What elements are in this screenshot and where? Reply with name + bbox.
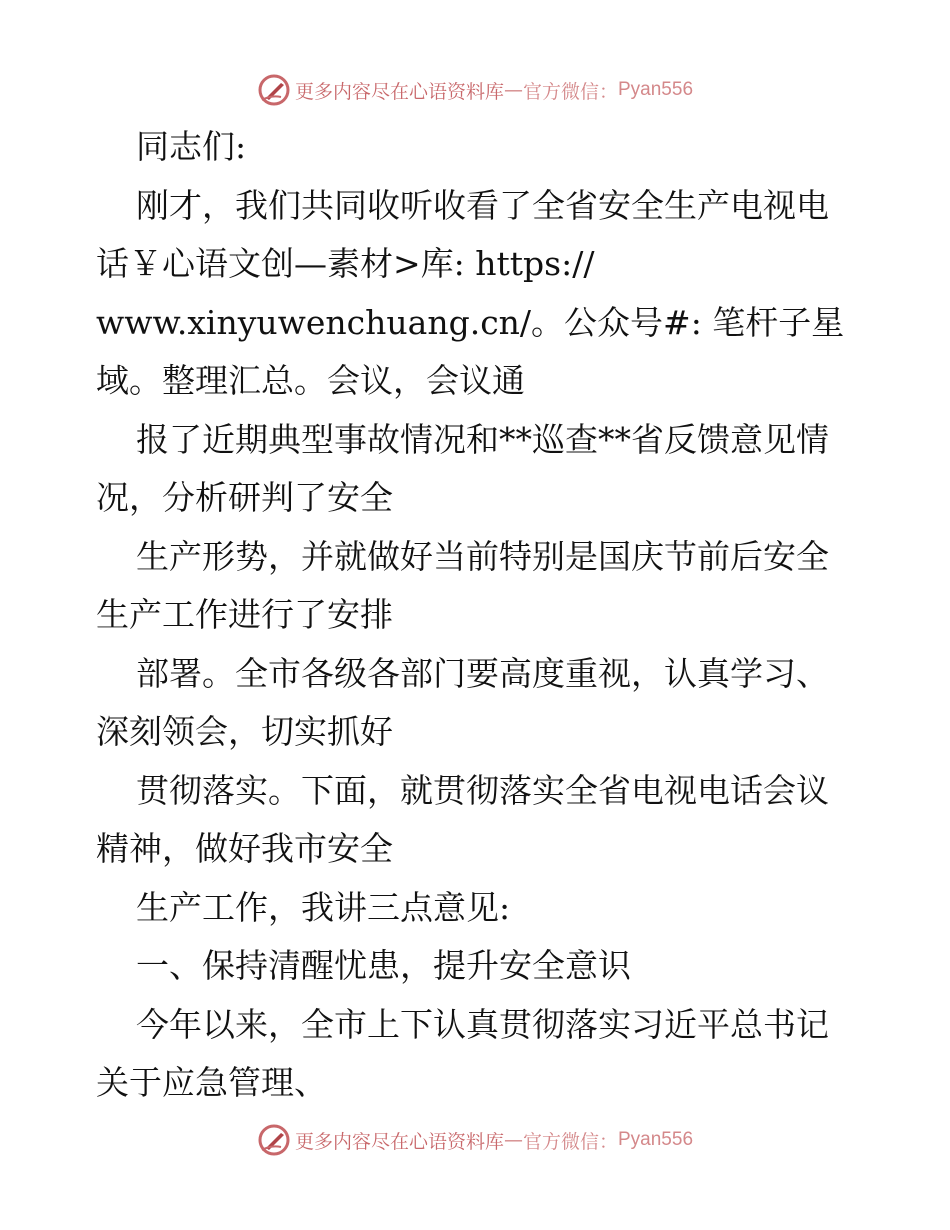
doc-line: 况，分析研判了安全 — [96, 478, 393, 517]
header-banner — [0, 70, 950, 110]
doc-line: 关于应急管理、 — [96, 1063, 327, 1102]
doc-line: 生产工作进行了安排 — [96, 595, 393, 634]
doc-line: 深刻领会，切实抓好 — [96, 712, 393, 751]
doc-line: 一、保持清醒忧患，提升安全意识 — [136, 946, 631, 985]
doc-line: 话￥心语文创—素材>库: https:// — [96, 244, 595, 283]
banner-text: 更多内容尽在心语资料库 — [294, 80, 504, 103]
doc-line: 今年以来，全市上下认真贯彻落实习近平总书记 — [136, 1004, 829, 1044]
doc-line: 同志们: — [136, 127, 247, 166]
banner-text: 更多内容尽在心语资料库 — [294, 1130, 504, 1153]
doc-line: 部署。全市各级各部门要高度重视，认真学习、 — [136, 653, 829, 693]
doc-line: 生产工作，我讲三点意见: — [136, 887, 511, 927]
doc-line: 报了近期典型事故情况和**巡查**省反馈意见情 — [136, 419, 829, 459]
doc-line: www.xinyuwenchuang.cn/。公众号#: 笔杆子星 — [96, 302, 845, 342]
doc-line: 生产形势，并就做好当前特别是国庆节前后安全 — [136, 536, 829, 576]
footer-banner — [0, 1120, 950, 1160]
banner-wechat-label: 官方微信： — [522, 80, 618, 103]
banner-wechat-label: 官方微信： — [522, 1130, 618, 1153]
banner-wechat-id: Pyan556 — [618, 79, 694, 100]
doc-line: 精神，做好我市安全 — [96, 829, 393, 868]
quill-pen-logo-icon — [257, 1123, 291, 1157]
banner-dash: — — [503, 1129, 523, 1151]
doc-line: 贯彻落实。下面，就贯彻落实全省电视电话会议 — [136, 770, 829, 810]
banner-wechat-id: Pyan556 — [618, 1129, 694, 1150]
document-body — [96, 118, 861, 1113]
quill-pen-logo-icon — [257, 73, 291, 107]
doc-line: 刚才，我们共同收听收看了全省安全生产电视电 — [136, 185, 829, 225]
banner-dash: — — [503, 79, 523, 101]
doc-line: 域。整理汇总。会议，会议通 — [96, 361, 525, 400]
